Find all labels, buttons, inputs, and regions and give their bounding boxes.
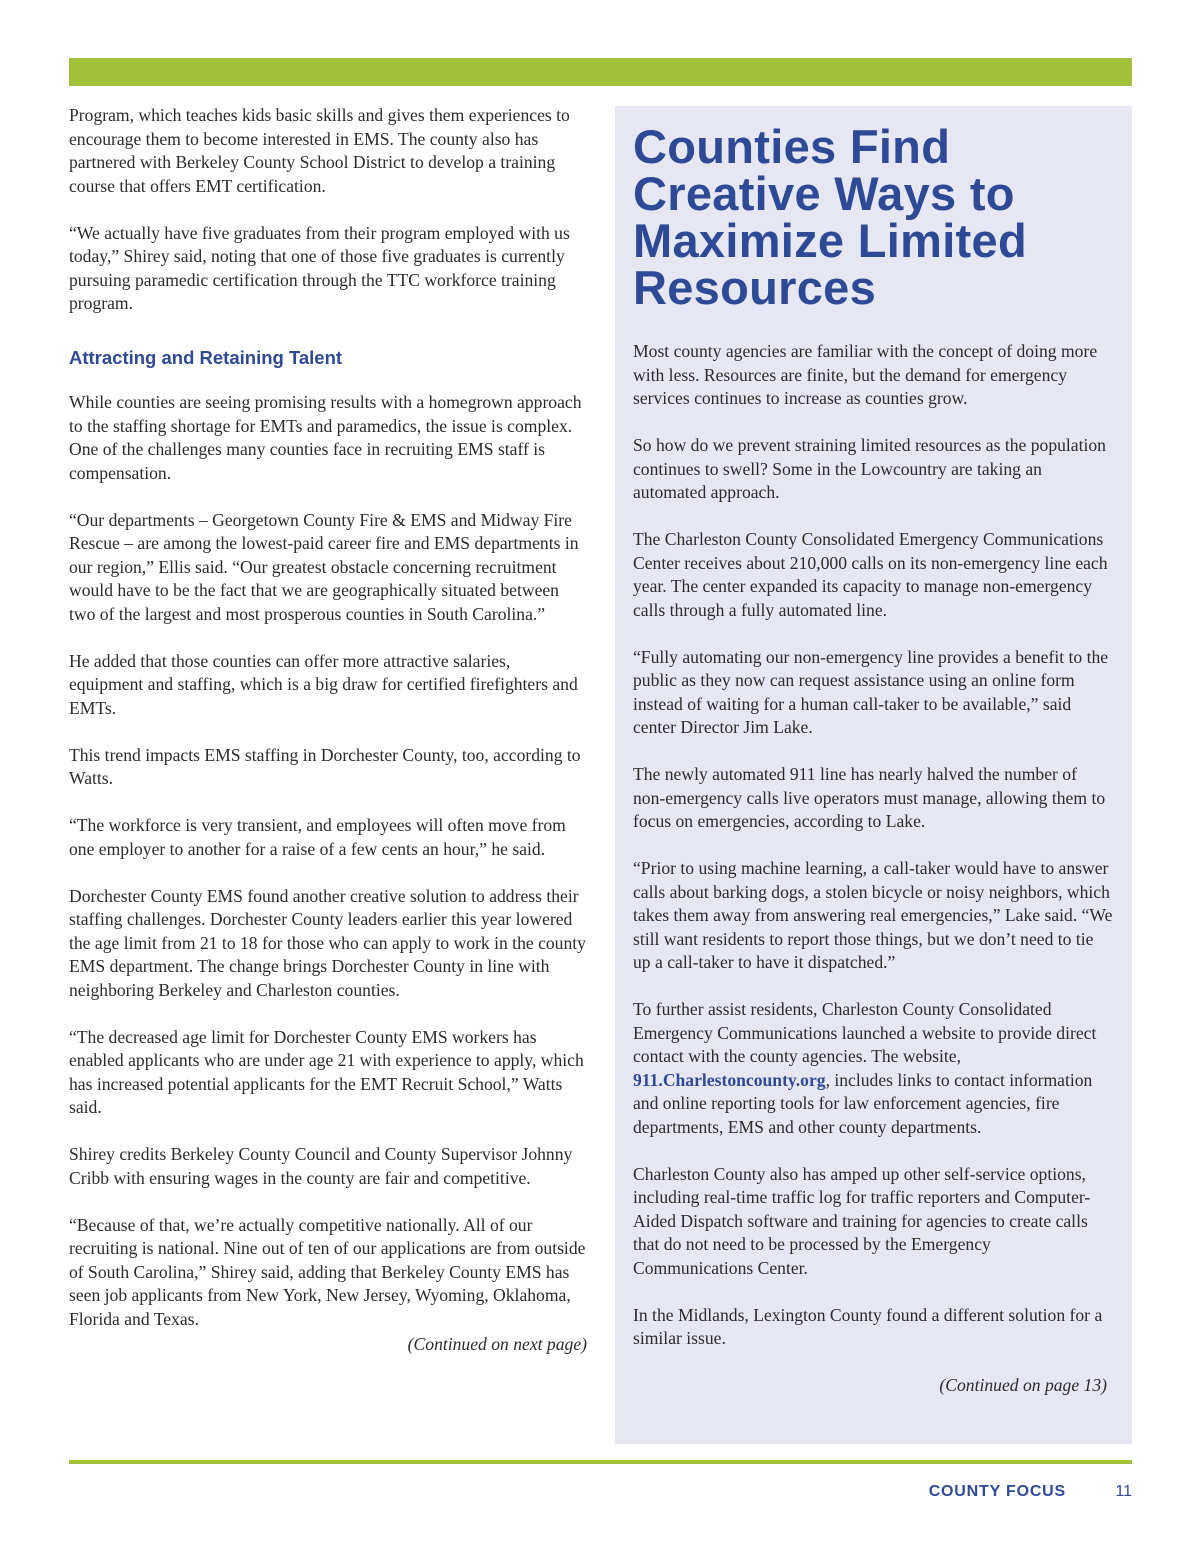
sidebar-paragraph: “Prior to using machine learning, a call-taker would have to answer calls about barking dogs, a stolen bicycle or noisy neighbors, which takes them away from answering real emergencies,” Lake said. “We still want residents to report those things, but we don’t need to tie up a call-taker to have it dispatched.” (633, 858, 1113, 972)
article-paragraph: “The workforce is very transient, and employees will often move from one employer to another for a raise of a few cents an hour,” he said. (69, 815, 566, 859)
sidebar-paragraph: “Fully automating our non-emergency line provides a benefit to the public as they now can request assistance using an online form instead of waiting for a human call-taker to be available,” said center Director Jim Lake. (633, 646, 1109, 737)
sidebar-title-line: Creative Ways to (633, 167, 1015, 220)
top-accent-bar (69, 58, 1132, 86)
sidebar-paragraph: The newly automated 911 line has nearly halved the number of non-emergency calls live operators must manage, allowing them to focus on emergencies, according to Lake. (633, 764, 1106, 831)
sidebar-paragraph: Charleston County also has amped up other self-service options, including real-time traffic log for traffic reporters and Computer-Aided Dispatch software and training for agencies to create calls that do not need to be processed by the Emergency Communications Center. (633, 1163, 1091, 1278)
page-number: 11 (1115, 1483, 1132, 1500)
continued-note: (Continued on next page) (407, 1334, 587, 1354)
website-text-before: To further assist residents, Charleston County Consolidated Emergency Communications launched a website to provide direct contact with the county agencies. The website, (633, 999, 1097, 1066)
article-paragraph: “Because of that, we’re actually competitive nationally. All of our recruiting is national. Nine out of ten of our applications are from outside of South Carolina,” Shirey said, adding that Berkeley County EMS has seen job applicants from New York, New Jersey, Wyoming, Oklahoma, Florida and Texas. (69, 1214, 586, 1329)
sidebar-title-line: Counties Find (633, 120, 951, 173)
article-paragraph: “The decreased age limit for Dorchester County EMS workers has enabled applicants who are under age 21 with experience to apply, which has increased potential applicants for the EMT Recruit School,” Watts said. (69, 1026, 584, 1117)
bottom-accent-rule (69, 1460, 1132, 1464)
sidebar-title-line: Maximize Limited (633, 214, 1027, 267)
article-paragraph: While counties are seeing promising results with a homegrown approach to the staffing shortage for EMTs and paramedics, the issue is complex. One of the challenges many counties face in recruiting EMS staff is compensation. (69, 392, 582, 483)
website-link[interactable]: 911.Charlestoncounty.org (633, 1069, 826, 1090)
article-paragraph: Program, which teaches kids basic skills and gives them experiences to encourage them to become interested in EMS. The county also has partnered with Berkeley County School District to develop a training course that offers EMT certification. (69, 105, 570, 196)
section-subheading: Attracting and Retaining Talent (69, 347, 343, 368)
sidebar-title (633, 120, 1123, 314)
sidebar-paragraph: So how do we prevent straining limited resources as the population continues to swell? Some in the Lowcountry are taking an automated approach. (633, 435, 1106, 502)
article-paragraph: This trend impacts EMS staffing in Dorchester County, too, according to Watts. (69, 744, 581, 788)
main-article-column (69, 104, 587, 1380)
sidebar-paragraph: The Charleston County Consolidated Emergency Communications Center receives about 210,000 calls on its non-emergency line each year. The center expanded its capacity to manage non-emergency calls through a fully automated line. (633, 529, 1108, 620)
continued-note: (Continued on page 13) (939, 1375, 1107, 1395)
article-paragraph: Shirey credits Berkeley County Council and County Supervisor Johnny Cribb with ensuring wages in the county are fair and competitive. (69, 1144, 573, 1188)
sidebar-paragraph: Most county agencies are familiar with the concept of doing more with less. Resources are finite, but the demand for emergency services continues to increase as counties grow. (633, 341, 1098, 408)
sidebar-paragraph-website (633, 998, 1113, 1139)
article-paragraph: “We actually have five graduates from their program employed with us today,” Shirey said, noting that one of those five graduates is currently pursuing paramedic certification through the TTC workforce training program. (69, 222, 570, 313)
publication-name: COUNTY FOCUS (928, 1483, 1066, 1500)
article-paragraph: “Our departments – Georgetown County Fire & EMS and Midway Fire Rescue – are among the lowest-paid career fire and EMS departments in our region,” Ellis said. “Our greatest obstacle concerning recruitment would have to be the fact that we are geographically situated between two of the largest and most prosperous counties in South Carolina.” (69, 509, 579, 624)
article-paragraph: He added that those counties can offer more attractive salaries, equipment and staffing, which is a big draw for certified firefighters and EMTs. (69, 650, 578, 718)
sidebar-article (615, 106, 1132, 1444)
sidebar-paragraph: In the Midlands, Lexington County found a different solution for a similar issue. (633, 1304, 1103, 1348)
sidebar-body (633, 340, 1113, 1421)
website-text-after: , includes links to contact information and online reporting tools for law enforcement agencies, fire departments, EMS and other county departments. (633, 1069, 1093, 1137)
sidebar-title-line: Resources (633, 261, 877, 314)
article-paragraph: Dorchester County EMS found another creative solution to address their staffing challenges. Dorchester County leaders earlier this year lowered the age limit from 21 to 18 for those who can apply to work in the county EMS department. The change brings Dorchester County in line with neighboring Berkeley and Charleston counties. (69, 885, 586, 1000)
